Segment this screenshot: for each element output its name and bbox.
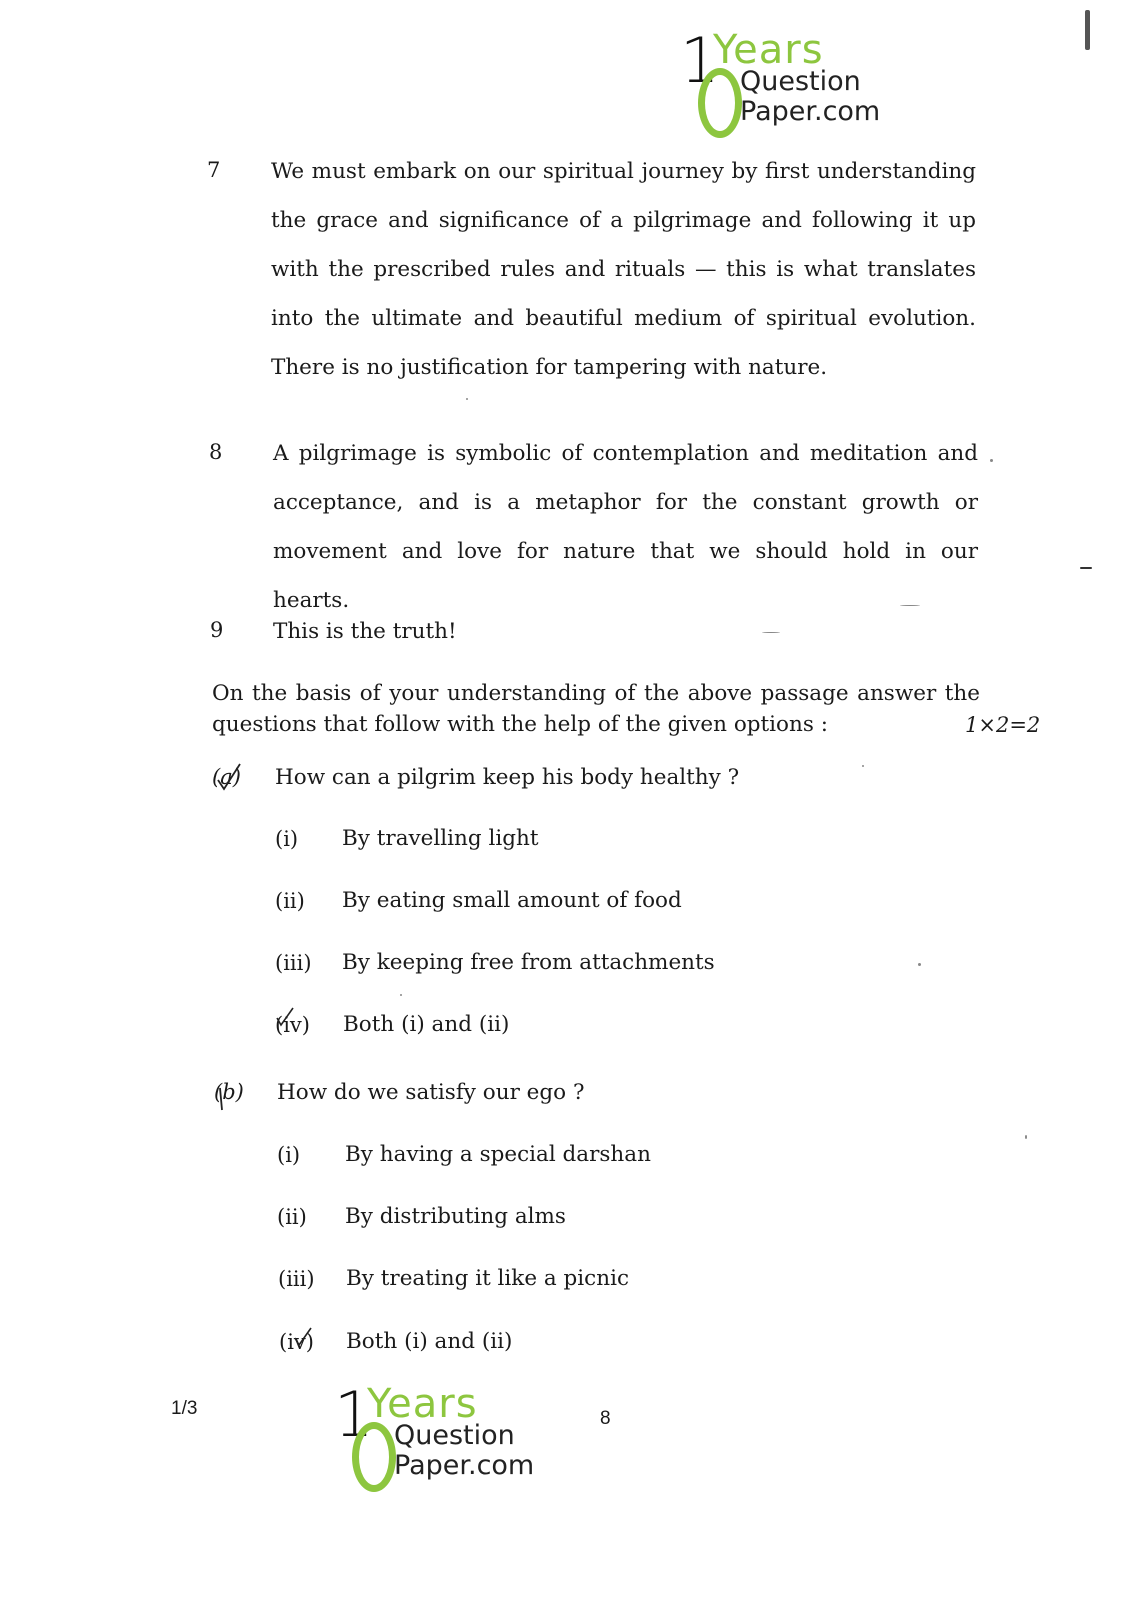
logo-years: Years xyxy=(713,27,824,73)
instruction-text: On the basis of your understanding of the above passage answer the questions that follow with the help of the given options : xyxy=(212,681,980,737)
scan-speck xyxy=(862,765,864,767)
option-text: By travelling light xyxy=(342,826,539,851)
marks-allocation: 1×2=2 xyxy=(965,713,1041,737)
paragraph-text: This is the truth! xyxy=(273,619,457,644)
check-mark-icon xyxy=(274,1006,296,1028)
check-mark-icon xyxy=(216,1082,242,1112)
option-number: (iv) xyxy=(279,1330,314,1354)
page-number: 8 xyxy=(600,1408,611,1429)
scan-speck xyxy=(900,605,920,606)
paragraph-number: 7 xyxy=(207,158,221,182)
option-number: (ii) xyxy=(277,1205,307,1229)
question-text: How can a pilgrim keep his body healthy ? xyxy=(275,765,740,790)
option-number: (iii) xyxy=(275,951,312,975)
scan-speck xyxy=(1080,567,1092,569)
logo-zero-ring xyxy=(352,1422,396,1492)
option-number: (iii) xyxy=(278,1267,315,1291)
check-mark-icon xyxy=(216,762,242,792)
scan-speck xyxy=(466,398,468,400)
logo-question: Question xyxy=(740,66,861,97)
logo-years: Years xyxy=(367,1381,478,1427)
logo-zero-ring xyxy=(698,68,742,138)
logo-one: 1 xyxy=(680,24,720,97)
scan-speck xyxy=(400,994,402,996)
logo-one: 1 xyxy=(334,1378,374,1451)
paragraph-number: 9 xyxy=(210,618,224,642)
option-text: By having a special darshan xyxy=(345,1142,651,1167)
scan-speck xyxy=(990,459,993,462)
logo-question: Question xyxy=(394,1420,515,1451)
scan-speck xyxy=(918,963,921,966)
option-text: By distributing alms xyxy=(345,1204,566,1229)
question-text: How do we satisfy our ego ? xyxy=(277,1080,585,1105)
option-number: (i) xyxy=(275,827,299,851)
check-mark-icon xyxy=(292,1326,314,1348)
site-logo-top xyxy=(680,24,900,140)
logo-paper: Paper.com xyxy=(394,1450,535,1481)
paragraph-text: We must embark on our spiritual journey by first understanding the grace and significance of a pilgrimage and following it up with the prescribed rules and rituals — this is what translates into the ultimate and beautiful medium of spiritual evolution. There is no justification for tampering with nature. xyxy=(271,159,976,380)
paragraph-text: A pilgrimage is symbolic of contemplation and meditation and acceptance, and is a metaphor for the constant growth or movement and love for nature that we should hold in our hearts. xyxy=(273,441,978,613)
scan-speck xyxy=(1085,10,1090,50)
series-label: 1/3 xyxy=(171,1398,198,1419)
site-logo-bottom xyxy=(334,1378,554,1494)
option-text: By eating small amount of food xyxy=(342,888,682,913)
option-text: By treating it like a picnic xyxy=(346,1266,629,1291)
question-label: (b) xyxy=(214,1080,244,1104)
option-number: (iv) xyxy=(275,1013,310,1037)
scan-speck xyxy=(762,632,780,633)
option-number: (ii) xyxy=(275,889,305,913)
scan-speck xyxy=(1025,1135,1027,1139)
option-text: Both (i) and (ii) xyxy=(343,1012,510,1037)
paragraph-number: 8 xyxy=(209,440,223,464)
option-text: By keeping free from attachments xyxy=(342,950,715,975)
question-label: (a) xyxy=(212,765,241,789)
option-number: (i) xyxy=(277,1143,301,1167)
logo-paper: Paper.com xyxy=(740,96,881,127)
option-text: Both (i) and (ii) xyxy=(346,1329,513,1354)
